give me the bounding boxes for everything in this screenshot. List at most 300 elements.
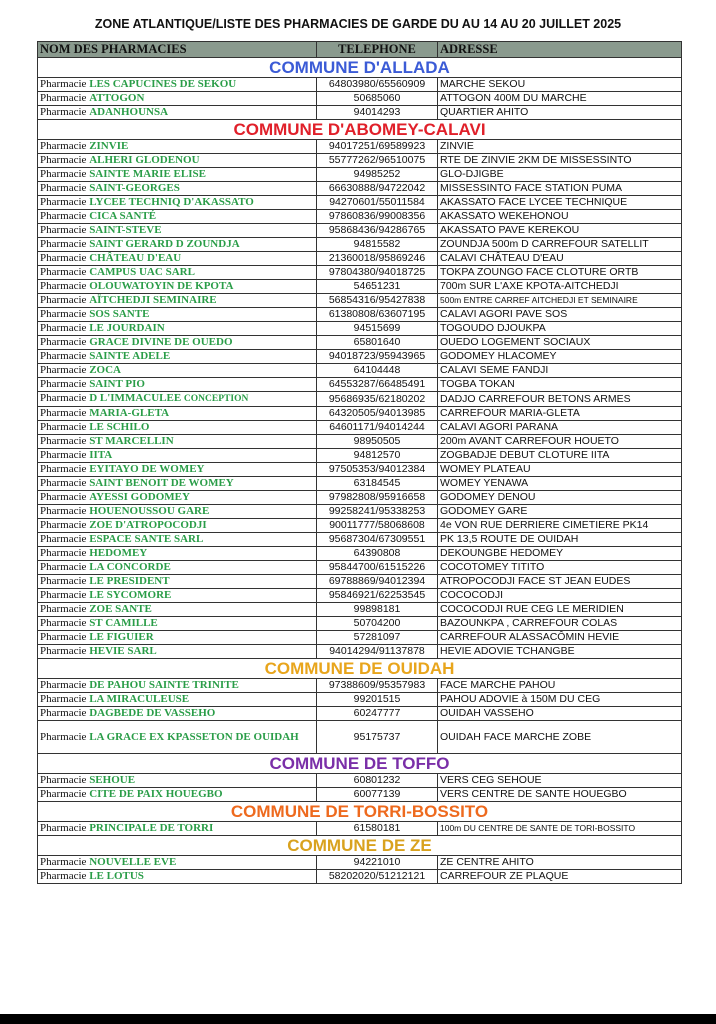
pharmacy-prefix: Pharmacie xyxy=(40,477,87,489)
pharmacy-address: 500m ENTRE CARREF AITCHEDJI ET SEMINAIRE xyxy=(438,294,682,308)
table-row xyxy=(38,435,682,449)
pharmacy-name-cell xyxy=(38,154,317,168)
pharmacy-name: SOS SANTE xyxy=(89,308,150,320)
pharmacy-name-cell xyxy=(38,421,317,435)
table-row xyxy=(38,392,682,407)
pharmacy-name: CAMPUS UAC SARL xyxy=(89,266,195,278)
pharmacy-name: HEVIE SARL xyxy=(89,645,157,657)
pharmacy-name: AYESSI GODOMEY xyxy=(89,491,190,503)
pharmacy-phone: 56854316/95427838 xyxy=(317,294,438,308)
pharmacy-prefix: Pharmacie xyxy=(40,449,87,461)
pharmacy-phone: 94014294/91137878 xyxy=(317,645,438,659)
pharmacy-name-cell xyxy=(38,224,317,238)
pharmacy-name: AÏTCHEDJI SEMINAIRE xyxy=(89,294,217,306)
header-phone: TELEPHONE xyxy=(317,42,438,58)
pharmacy-phone: 65801640 xyxy=(317,336,438,350)
pharmacy-name-cell xyxy=(38,210,317,224)
table-row xyxy=(38,707,682,721)
table-row xyxy=(38,822,682,836)
pharmacy-prefix: Pharmacie xyxy=(40,603,87,615)
pharmacy-name-cell xyxy=(38,856,317,870)
table-row xyxy=(38,491,682,505)
pharmacy-prefix: Pharmacie xyxy=(40,589,87,601)
pharmacy-phone: 98950505 xyxy=(317,435,438,449)
pharmacy-prefix: Pharmacie xyxy=(40,707,87,719)
pharmacy-phone: 94815582 xyxy=(317,238,438,252)
pharmacy-address: RTE DE ZINVIE 2KM DE MISSESSINTO xyxy=(438,154,682,168)
pharmacy-name: LE SCHILO xyxy=(89,421,150,433)
pharmacy-phone: 94014293 xyxy=(317,106,438,120)
pharmacy-address: OUIDAH VASSEHO xyxy=(438,707,682,721)
pharmacy-address: FACE MARCHE PAHOU xyxy=(438,679,682,693)
pharmacy-address: COCOTOMEY TITITO xyxy=(438,561,682,575)
pharmacy-name: ZOCA xyxy=(89,364,121,376)
pharmacy-phone: 95686935/62180202 xyxy=(317,392,438,407)
pharmacy-name-cell xyxy=(38,407,317,421)
table-row xyxy=(38,378,682,392)
pharmacy-prefix: Pharmacie xyxy=(40,224,87,236)
commune-row xyxy=(38,120,682,140)
pharmacy-name: PRINCIPALE DE TORRI xyxy=(89,822,214,834)
pharmacy-name: D L'IMMACULEE xyxy=(89,392,182,404)
pharmacy-prefix: Pharmacie xyxy=(40,364,87,376)
pharmacy-prefix: Pharmacie xyxy=(40,617,87,629)
pharmacy-name-cell xyxy=(38,435,317,449)
pharmacy-prefix: Pharmacie xyxy=(40,435,87,447)
pharmacy-prefix: Pharmacie xyxy=(40,252,87,264)
table-row xyxy=(38,533,682,547)
pharmacy-name-cell xyxy=(38,350,317,364)
pharmacy-phone: 64320505/94013985 xyxy=(317,407,438,421)
pharmacy-phone: 58202020/51212121 xyxy=(317,870,438,884)
pharmacy-name-cell xyxy=(38,477,317,491)
table-row xyxy=(38,617,682,631)
pharmacy-prefix: Pharmacie xyxy=(40,392,87,404)
pharmacy-phone: 94017251/69589923 xyxy=(317,140,438,154)
pharmacy-name-cell xyxy=(38,364,317,378)
pharmacy-address: ATTOGON 400M DU MARCHE xyxy=(438,92,682,106)
pharmacy-address: 700m SUR L'AXE KPOTA-AITCHEDJI xyxy=(438,280,682,294)
pharmacy-address: GODOMEY HLACOMEY xyxy=(438,350,682,364)
pharmacy-prefix: Pharmacie xyxy=(40,463,87,475)
pharmacy-phone: 61580181 xyxy=(317,822,438,836)
pharmacy-phone: 60801232 xyxy=(317,774,438,788)
pharmacy-name: SAINTE ADELE xyxy=(89,350,171,362)
pharmacy-address: 4e VON RUE DERRIERE CIMETIERE PK14 xyxy=(438,519,682,533)
pharmacy-prefix: Pharmacie xyxy=(40,78,87,90)
commune-title: COMMUNE D'ALLADA xyxy=(38,58,682,78)
pharmacy-address: AKASSATO FACE LYCEE TECHNIQUE xyxy=(438,196,682,210)
pharmacy-phone: 95687304/67309551 xyxy=(317,533,438,547)
pharmacy-phone: 63184545 xyxy=(317,477,438,491)
pharmacy-name: SAINT-GEORGES xyxy=(89,182,180,194)
table-row xyxy=(38,154,682,168)
pharmacy-prefix: Pharmacie xyxy=(40,505,87,517)
pharmacy-phone: 97388609/95357983 xyxy=(317,679,438,693)
document-title: ZONE ATLANTIQUE/LISTE DES PHARMACIES DE GARDE DU AU 14 AU 20 JUILLET 2025 xyxy=(94,17,622,31)
pharmacy-name-cell xyxy=(38,252,317,266)
table-row xyxy=(38,561,682,575)
pharmacy-prefix: Pharmacie xyxy=(40,308,87,320)
pharmacy-prefix: Pharmacie xyxy=(40,519,87,531)
pharmacy-phone: 97860836/99008356 xyxy=(317,210,438,224)
pharmacy-address: OUIDAH FACE MARCHE ZOBE xyxy=(438,721,682,754)
pharmacy-name-cell xyxy=(38,336,317,350)
pharmacy-phone: 90011777/58068608 xyxy=(317,519,438,533)
pharmacy-name: NOUVELLE EVE xyxy=(89,856,177,868)
pharmacy-address: GODOMEY GARE xyxy=(438,505,682,519)
table-row xyxy=(38,679,682,693)
bottom-bar xyxy=(0,1014,716,1024)
pharmacy-name-cell xyxy=(38,589,317,603)
pharmacy-phone: 99201515 xyxy=(317,693,438,707)
pharmacy-phone: 50704200 xyxy=(317,617,438,631)
pharmacy-name-cell xyxy=(38,392,317,407)
pharmacy-name-cell xyxy=(38,266,317,280)
pharmacy-name-cell xyxy=(38,140,317,154)
pharmacy-name: HEDOMEY xyxy=(89,547,148,559)
pharmacy-name: ST MARCELLIN xyxy=(89,435,174,447)
pharmacy-address: QUARTIER AHITO xyxy=(438,106,682,120)
table-header-row xyxy=(38,42,682,58)
pharmacy-prefix: Pharmacie xyxy=(40,693,87,705)
table-row xyxy=(38,364,682,378)
table-row xyxy=(38,266,682,280)
pharmacy-prefix: Pharmacie xyxy=(40,266,87,278)
pharmacy-prefix: Pharmacie xyxy=(40,140,87,152)
pharmacy-phone: 64553287/66485491 xyxy=(317,378,438,392)
commune-row xyxy=(38,836,682,856)
pharmacy-prefix: Pharmacie xyxy=(40,679,87,691)
table-body xyxy=(38,58,682,884)
pharmacy-address: HEVIE ADOVIE TCHANGBE xyxy=(438,645,682,659)
commune-row xyxy=(38,754,682,774)
pharmacy-prefix: Pharmacie xyxy=(40,106,87,118)
table-row xyxy=(38,870,682,884)
table-row xyxy=(38,350,682,364)
pharmacy-name: LES CAPUCINES DE SEKOU xyxy=(89,78,237,90)
pharmacy-name: EYITAYO DE WOMEY xyxy=(89,463,205,475)
pharmacy-address: GLO-DJIGBE xyxy=(438,168,682,182)
pharmacy-prefix: Pharmacie xyxy=(40,322,87,334)
pharmacy-address: ZOUNDJA 500m D CARREFOUR SATELLIT xyxy=(438,238,682,252)
pharmacy-address: CARREFOUR MARIA-GLETA xyxy=(438,407,682,421)
table-row xyxy=(38,505,682,519)
pharmacy-address: VERS CENTRE DE SANTE HOUEGBO xyxy=(438,788,682,802)
pharmacy-address: ZINVIE xyxy=(438,140,682,154)
pharmacy-address: AKASSATO WEKEHONOU xyxy=(438,210,682,224)
pharmacy-prefix: Pharmacie xyxy=(40,182,87,194)
pharmacy-name-cell xyxy=(38,196,317,210)
pharmacy-phone: 99898181 xyxy=(317,603,438,617)
pharmacy-prefix: Pharmacie xyxy=(40,774,87,786)
pharmacy-name-cell xyxy=(38,308,317,322)
commune-title: COMMUNE DE ZE xyxy=(38,836,682,856)
pharmacy-phone: 94985252 xyxy=(317,168,438,182)
pharmacy-phone: 97505353/94012384 xyxy=(317,463,438,477)
pharmacy-prefix: Pharmacie xyxy=(40,731,87,743)
table-row xyxy=(38,645,682,659)
pharmacy-address: TOGBA TOKAN xyxy=(438,378,682,392)
pharmacy-name: ST CAMILLE xyxy=(89,617,158,629)
pharmacy-name: CITE DE PAIX HOUEGBO xyxy=(89,788,223,800)
pharmacy-address: VERS CEG SEHOUE xyxy=(438,774,682,788)
pharmacy-name: LE FIGUIER xyxy=(89,631,154,643)
table-row xyxy=(38,463,682,477)
table-row xyxy=(38,788,682,802)
table-row xyxy=(38,182,682,196)
table-row xyxy=(38,631,682,645)
pharmacy-name-cell xyxy=(38,168,317,182)
pharmacy-name-cell xyxy=(38,617,317,631)
pharmacy-name-cell xyxy=(38,561,317,575)
pharmacy-name-cell xyxy=(38,707,317,721)
pharmacy-phone: 66630888/94722042 xyxy=(317,182,438,196)
pharmacy-phone: 95844700/61515226 xyxy=(317,561,438,575)
pharmacy-name: GRACE DIVINE DE OUEDO xyxy=(89,336,233,348)
pharmacy-phone: 94270601/55011584 xyxy=(317,196,438,210)
pharmacy-name-cell xyxy=(38,280,317,294)
pharmacy-name-cell xyxy=(38,822,317,836)
pharmacy-prefix: Pharmacie xyxy=(40,491,87,503)
pharmacy-name: ESPACE SANTE SARL xyxy=(89,533,204,545)
table-row xyxy=(38,856,682,870)
table-row xyxy=(38,252,682,266)
pharmacy-address: 200m AVANT CARREFOUR HOUETO xyxy=(438,435,682,449)
pharmacy-name-cell xyxy=(38,631,317,645)
pharmacy-phone: 64104448 xyxy=(317,364,438,378)
pharmacy-prefix: Pharmacie xyxy=(40,856,87,868)
pharmacy-name-cell xyxy=(38,238,317,252)
pharmacy-name: ZINVIE xyxy=(89,140,129,152)
table-row xyxy=(38,547,682,561)
pharmacy-phone: 64601171/94014244 xyxy=(317,421,438,435)
pharmacy-name: CHÂTEAU D'EAU xyxy=(89,252,182,264)
pharmacy-address: MARCHE SEKOU xyxy=(438,78,682,92)
table-row xyxy=(38,322,682,336)
pharmacy-phone: 95175737 xyxy=(317,721,438,754)
pharmacy-phone: 64803980/65560909 xyxy=(317,78,438,92)
commune-title: COMMUNE DE TOFFO xyxy=(38,754,682,774)
table-row xyxy=(38,196,682,210)
pharmacy-name: SAINTE MARIE ELISE xyxy=(89,168,206,180)
pharmacy-prefix: Pharmacie xyxy=(40,378,87,390)
pharmacy-address: CALAVI AGORI PAVE SOS xyxy=(438,308,682,322)
pharmacy-prefix: Pharmacie xyxy=(40,822,87,834)
pharmacy-address: PAHOU ADOVIE à 150M DU CEG xyxy=(438,693,682,707)
table-row xyxy=(38,774,682,788)
table-row xyxy=(38,519,682,533)
pharmacy-name-cell xyxy=(38,679,317,693)
pharmacy-prefix: Pharmacie xyxy=(40,336,87,348)
pharmacy-prefix: Pharmacie xyxy=(40,421,87,433)
table-row xyxy=(38,421,682,435)
table-row xyxy=(38,336,682,350)
pharmacy-name: DAGBEDE DE VASSEHO xyxy=(89,707,216,719)
commune-row xyxy=(38,58,682,78)
pharmacy-name: IITA xyxy=(89,449,113,461)
pharmacy-name: ZOE D'ATROPOCODJI xyxy=(89,519,207,531)
pharmacy-name: OLOUWATOYIN DE KPOTA xyxy=(89,280,234,292)
pharmacy-address: 100m DU CENTRE DE SANTE DE TORI-BOSSITO xyxy=(438,822,682,836)
pharmacy-name-cell xyxy=(38,491,317,505)
pharmacy-name: HOUENOUSSOU GARE xyxy=(89,505,210,517)
pharmacy-address: TOGOUDO DJOUKPA xyxy=(438,322,682,336)
pharmacy-address: CARREFOUR ZE PLAQUE xyxy=(438,870,682,884)
pharmacy-phone: 50685060 xyxy=(317,92,438,106)
pharmacy-phone: 94812570 xyxy=(317,449,438,463)
pharmacy-name-cell xyxy=(38,645,317,659)
pharmacy-address: ZOGBADJE DEBUT CLOTURE IITA xyxy=(438,449,682,463)
table-row xyxy=(38,575,682,589)
pharmacy-prefix: Pharmacie xyxy=(40,280,87,292)
commune-title: COMMUNE D'ABOMEY-CALAVI xyxy=(38,120,682,140)
pharmacy-prefix: Pharmacie xyxy=(40,210,87,222)
table-row xyxy=(38,603,682,617)
pharmacy-address: TOKPA ZOUNGO FACE CLOTURE ORTB xyxy=(438,266,682,280)
table-row xyxy=(38,308,682,322)
table-row xyxy=(38,280,682,294)
pharmacy-name: LA MIRACULEUSE xyxy=(89,693,190,705)
pharmacy-name: ALHERI GLODENOU xyxy=(89,154,200,166)
table-row xyxy=(38,449,682,463)
pharmacy-prefix: Pharmacie xyxy=(40,350,87,362)
pharmacy-name-cell xyxy=(38,78,317,92)
pharmacy-address: AKASSATO PAVE KEREKOU xyxy=(438,224,682,238)
pharmacy-prefix: Pharmacie xyxy=(40,645,87,657)
table-row xyxy=(38,168,682,182)
pharmacy-prefix: Pharmacie xyxy=(40,196,87,208)
table-row xyxy=(38,693,682,707)
pharmacy-phone: 21360018/95869246 xyxy=(317,252,438,266)
table-row xyxy=(38,78,682,92)
pharmacy-name: SAINT-STEVE xyxy=(89,224,162,236)
header-name: NOM DES PHARMACIES xyxy=(38,42,317,58)
pharmacy-phone: 60247777 xyxy=(317,707,438,721)
pharmacy-name-cell xyxy=(38,693,317,707)
pharmacy-name-cell xyxy=(38,449,317,463)
pharmacy-name: SAINT BENOIT DE WOMEY xyxy=(89,477,234,489)
pharmacy-address: CALAVI SEME FANDJI xyxy=(438,364,682,378)
pharmacy-name: MARIA-GLETA xyxy=(89,407,170,419)
pharmacy-name: SAINT PIO xyxy=(89,378,145,390)
commune-row xyxy=(38,659,682,679)
pharmacy-name: DE PAHOU SAINTE TRINITE xyxy=(89,679,239,691)
pharmacy-address: DEKOUNGBE HEDOMEY xyxy=(438,547,682,561)
pharmacy-name-cell xyxy=(38,533,317,547)
table-row xyxy=(38,224,682,238)
pharmacy-name-cell xyxy=(38,463,317,477)
table-row xyxy=(38,210,682,224)
pharmacy-address: WOMEY PLATEAU xyxy=(438,463,682,477)
pharmacy-phone: 94515699 xyxy=(317,322,438,336)
pharmacy-name-cell xyxy=(38,322,317,336)
pharmacy-prefix: Pharmacie xyxy=(40,547,87,559)
pharmacy-phone: 60077139 xyxy=(317,788,438,802)
pharmacy-address: ATROPOCODJI FACE ST JEAN EUDES xyxy=(438,575,682,589)
table-row xyxy=(38,477,682,491)
pharmacy-prefix: Pharmacie xyxy=(40,154,87,166)
pharmacy-address: GODOMEY DENOU xyxy=(438,491,682,505)
pharmacy-prefix: Pharmacie xyxy=(40,92,87,104)
pharmacy-phone: 64390808 xyxy=(317,547,438,561)
pharmacy-name: LE SYCOMORE xyxy=(89,589,172,601)
pharmacy-phone: 61380808/63607195 xyxy=(317,308,438,322)
pharmacy-address: CARREFOUR ALASSACÔMIN HEVIE xyxy=(438,631,682,645)
pharmacy-address: CALAVI CHÂTEAU D'EAU xyxy=(438,252,682,266)
pharmacy-prefix: Pharmacie xyxy=(40,238,87,250)
pharmacy-name-cell xyxy=(38,294,317,308)
pharmacy-prefix: Pharmacie xyxy=(40,870,87,882)
pharmacy-name: LA CONCORDE xyxy=(89,561,171,573)
pharmacy-name: LYCEE TECHNIQ D'AKASSATO xyxy=(89,196,254,208)
table-row xyxy=(38,106,682,120)
pharmacy-name-suffix: CONCEPTION xyxy=(183,394,249,404)
pharmacy-phone: 95868436/94286765 xyxy=(317,224,438,238)
pharmacy-prefix: Pharmacie xyxy=(40,561,87,573)
pharmacy-name-cell xyxy=(38,870,317,884)
pharmacy-phone: 94221010 xyxy=(317,856,438,870)
pharmacy-address: PK 13,5 ROUTE DE OUIDAH xyxy=(438,533,682,547)
pharmacy-address: BAZOUNKPA , CARREFOUR COLAS xyxy=(438,617,682,631)
table-row xyxy=(38,407,682,421)
table-row xyxy=(38,294,682,308)
pharmacy-prefix: Pharmacie xyxy=(40,533,87,545)
pharmacy-address: OUEDO LOGEMENT SOCIAUX xyxy=(438,336,682,350)
pharmacy-address: ZE CENTRE AHITO xyxy=(438,856,682,870)
pharmacy-prefix: Pharmacie xyxy=(40,631,87,643)
pharmacy-phone: 54651231 xyxy=(317,280,438,294)
pharmacy-phone: 99258241/95338253 xyxy=(317,505,438,519)
pharmacy-name-cell xyxy=(38,788,317,802)
header-address: ADRESSE xyxy=(438,42,682,58)
pharmacy-phone: 97804380/94018725 xyxy=(317,266,438,280)
pharmacy-address: DADJO CARREFOUR BETONS ARMES xyxy=(438,392,682,407)
pharmacy-name-cell xyxy=(38,603,317,617)
pharmacy-name-cell xyxy=(38,774,317,788)
pharmacy-name: CICA SANTÉ xyxy=(89,210,157,222)
table-row xyxy=(38,721,682,754)
pharmacy-name: SEHOUE xyxy=(89,774,136,786)
pharmacy-phone: 55777262/96510075 xyxy=(317,154,438,168)
pharmacy-prefix: Pharmacie xyxy=(40,788,87,800)
pharmacy-name: ADANHOUNSA xyxy=(89,106,169,118)
pharmacy-address: MISSESSINTO FACE STATION PUMA xyxy=(438,182,682,196)
pharmacy-name-cell xyxy=(38,378,317,392)
table-row xyxy=(38,589,682,603)
commune-title: COMMUNE DE OUIDAH xyxy=(38,659,682,679)
pharmacy-name-cell xyxy=(38,721,317,754)
table-row xyxy=(38,92,682,106)
pharmacy-name: LE LOTUS xyxy=(89,870,144,882)
pharmacy-prefix: Pharmacie xyxy=(40,575,87,587)
table-row xyxy=(38,238,682,252)
pharmacy-address: WOMEY YENAWA xyxy=(438,477,682,491)
pharmacy-name: SAINT GERARD D ZOUNDJA xyxy=(89,238,240,250)
pharmacy-name-cell xyxy=(38,519,317,533)
pharmacy-phone: 95846921/62253545 xyxy=(317,589,438,603)
pharmacy-name-cell xyxy=(38,92,317,106)
pharmacy-name: LE JOURDAIN xyxy=(89,322,165,334)
pharmacy-name: LE PRESIDENT xyxy=(89,575,170,587)
pharmacy-phone: 69788869/94012394 xyxy=(317,575,438,589)
pharmacy-name: ATTOGON xyxy=(89,92,145,104)
table-row xyxy=(38,140,682,154)
pharmacy-phone: 94018723/95943965 xyxy=(317,350,438,364)
pharmacy-prefix: Pharmacie xyxy=(40,294,87,306)
commune-row xyxy=(38,802,682,822)
pharmacy-prefix: Pharmacie xyxy=(40,168,87,180)
